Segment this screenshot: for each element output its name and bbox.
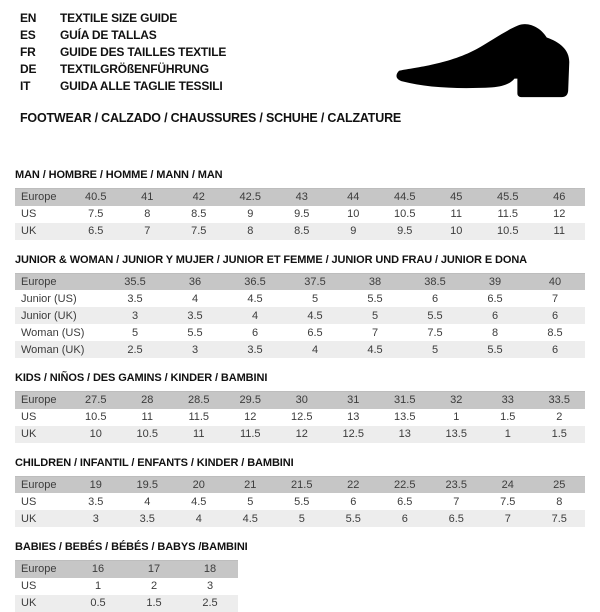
size-cell: 4 — [251, 309, 259, 322]
size-cell: 6.5 — [448, 512, 464, 525]
size-cell: 6.5 — [487, 292, 503, 305]
size-cell: 13 — [347, 411, 360, 423]
size-cell: 27.5 — [85, 394, 107, 407]
size-cell: 12.5 — [291, 411, 313, 423]
size-cell: 33.5 — [548, 394, 570, 407]
size-cell: 12 — [295, 428, 308, 440]
size-cell: 1.5 — [500, 411, 516, 423]
row-label: Europe — [21, 275, 57, 288]
size-cell: 45 — [450, 191, 463, 204]
row-label: Junior (US) — [21, 292, 77, 305]
section-title: JUNIOR & WOMAN / JUNIOR Y MUJER / JUNIOR ET FEMME / JUNIOR UND FRAU / JUNIOR E DONA — [15, 253, 528, 266]
size-cell: 38 — [368, 275, 382, 288]
size-cell: 32 — [450, 394, 463, 407]
section-title: BABIES / BEBÉS / BÉBÉS / BABYS /BAMBINI — [15, 541, 248, 553]
row-label: Junior (UK) — [21, 309, 77, 322]
size-cell: 6.5 — [397, 495, 413, 508]
size-cell: 2 — [150, 580, 158, 592]
size-cell: 5.5 — [294, 495, 310, 508]
size-cell: 7.5 — [88, 208, 104, 220]
size-cell: 9.5 — [294, 208, 310, 220]
size-cell: 1 — [94, 580, 102, 592]
size-cell: 4 — [191, 292, 199, 305]
size-cell: 11.5 — [497, 208, 519, 220]
size-cell: 3.5 — [127, 292, 143, 305]
size-cell: 17 — [147, 563, 161, 576]
size-cell: 1 — [504, 428, 511, 440]
size-cell: 7.5 — [427, 326, 443, 339]
size-cell: 9.5 — [397, 225, 413, 237]
size-cell: 3.5 — [187, 309, 203, 322]
size-cell: 5.5 — [345, 512, 361, 525]
size-cell: 25 — [553, 478, 566, 491]
size-cell: 3.5 — [88, 495, 104, 508]
size-section-babies — [15, 541, 585, 612]
size-cell: 10.5 — [497, 225, 519, 237]
size-section-kids — [15, 372, 585, 443]
row-label: US — [21, 495, 37, 508]
size-tables — [0, 169, 600, 612]
size-cell: 12 — [244, 411, 257, 423]
section-title: CHILDREN / INFANTIL / ENFANTS / KINDER / BAMBINI — [15, 456, 294, 469]
size-cell: 18 — [203, 563, 217, 576]
size-cell: 4.5 — [367, 343, 383, 356]
table-row-uk — [15, 223, 585, 240]
size-cell: 21.5 — [291, 478, 313, 491]
size-cell: 42 — [192, 191, 205, 204]
table-row-junior-uk — [15, 307, 585, 324]
size-cell: 31.5 — [394, 394, 416, 407]
row-label: Woman (UK) — [21, 343, 85, 356]
row-label: Woman (US) — [21, 326, 85, 339]
size-cell: 30 — [295, 394, 308, 407]
size-cell: 7 — [453, 495, 460, 508]
size-cell: 16 — [91, 563, 105, 576]
size-table — [15, 273, 585, 359]
size-cell: 8 — [491, 326, 499, 339]
size-table — [15, 476, 585, 528]
language-code: DE — [20, 62, 37, 76]
size-cell: 28 — [141, 394, 154, 407]
size-cell: 29.5 — [239, 394, 261, 407]
size-cell: 11 — [141, 411, 153, 423]
size-cell: 5 — [131, 326, 139, 339]
section-title: MAN / HOMBRE / HOMME / MANN / MAN — [15, 169, 223, 181]
size-cell: 4 — [144, 495, 151, 508]
size-cell: 5 — [247, 495, 254, 508]
size-cell: 10 — [347, 208, 360, 220]
row-label: UK — [21, 597, 37, 609]
size-cell: 10.5 — [136, 428, 158, 440]
size-cell: 5 — [298, 512, 305, 525]
row-label: Europe — [21, 563, 57, 576]
size-cell: 9 — [247, 208, 254, 220]
size-cell: 44 — [347, 191, 360, 204]
row-label: Europe — [21, 394, 57, 407]
size-cell: 5.5 — [427, 309, 443, 322]
size-cell: 20 — [192, 478, 205, 491]
size-cell: 19.5 — [136, 478, 158, 491]
size-cell: 1.5 — [551, 428, 567, 440]
table-row-uk — [15, 595, 238, 612]
size-cell: 5 — [371, 309, 379, 322]
size-cell: 6 — [431, 292, 439, 305]
size-cell: 13.5 — [394, 411, 416, 423]
row-label: US — [21, 411, 37, 423]
size-cell: 36.5 — [244, 275, 266, 288]
size-cell: 22.5 — [394, 478, 416, 491]
size-cell: 35.5 — [124, 275, 146, 288]
header — [0, 0, 600, 126]
language-code: EN — [20, 11, 37, 25]
size-cell: 3.5 — [139, 512, 155, 525]
row-label: UK — [21, 225, 37, 237]
size-cell: 12 — [553, 208, 566, 220]
size-cell: 4.5 — [247, 292, 263, 305]
table-row-us — [15, 578, 238, 595]
size-cell: 7 — [504, 512, 511, 525]
size-cell: 8.5 — [191, 208, 207, 220]
table-row-woman-us — [15, 324, 585, 341]
size-cell: 6 — [401, 512, 408, 525]
size-cell: 43 — [295, 191, 308, 204]
table-row-us — [15, 206, 585, 223]
table-row-europe — [15, 273, 585, 290]
size-cell: 4 — [311, 343, 319, 356]
size-cell: 8 — [247, 225, 254, 237]
size-cell: 11 — [450, 208, 462, 220]
size-cell: 4.5 — [307, 309, 323, 322]
size-cell: 5 — [431, 343, 439, 356]
size-cell: 3 — [92, 512, 99, 525]
row-label: US — [21, 208, 37, 220]
table-row-europe — [15, 189, 585, 206]
size-cell: 21 — [244, 478, 257, 491]
size-cell: 23.5 — [445, 478, 467, 491]
size-cell: 3 — [131, 309, 139, 322]
size-cell: 5.5 — [187, 326, 203, 339]
size-cell: 6.5 — [88, 225, 104, 237]
size-cell: 10 — [450, 225, 463, 237]
size-cell: 10.5 — [394, 208, 416, 220]
size-cell: 3 — [206, 580, 214, 592]
table-row-us — [15, 493, 585, 510]
size-cell: 45.5 — [497, 191, 519, 204]
size-cell: 33 — [501, 394, 514, 407]
size-cell: 4.5 — [191, 495, 207, 508]
size-cell: 13.5 — [445, 428, 467, 440]
size-cell: 19 — [89, 478, 102, 491]
size-cell: 46 — [553, 191, 566, 204]
size-cell: 11 — [193, 428, 205, 440]
size-cell: 42.5 — [239, 191, 261, 204]
row-label: Europe — [21, 478, 57, 491]
size-cell: 6 — [551, 343, 559, 356]
size-cell: 1.5 — [146, 597, 162, 609]
row-label: UK — [21, 428, 37, 440]
size-cell: 44.5 — [394, 191, 416, 204]
size-cell: 2 — [556, 411, 563, 423]
language-label: GUIDA ALLE TAGLIE TESSILI — [60, 79, 223, 93]
size-cell: 40.5 — [85, 191, 107, 204]
size-cell: 39 — [488, 275, 502, 288]
size-cell: 11.5 — [239, 428, 261, 440]
size-cell: 6 — [551, 309, 559, 322]
size-table — [15, 391, 585, 443]
row-label: UK — [21, 512, 37, 525]
size-cell: 3.5 — [247, 343, 263, 356]
shoe-icon — [392, 16, 588, 104]
language-code: IT — [20, 79, 31, 93]
size-table — [15, 188, 585, 240]
table-row-uk — [15, 510, 585, 527]
language-label: GUÍA DE TALLAS — [60, 28, 157, 42]
size-cell: 10.5 — [85, 411, 107, 423]
size-cell: 12.5 — [342, 428, 364, 440]
size-cell: 22 — [347, 478, 360, 491]
size-cell: 41 — [141, 191, 154, 204]
size-cell: 40 — [548, 275, 562, 288]
size-cell: 11 — [553, 225, 565, 237]
size-cell: 7 — [144, 225, 151, 237]
table-row-europe — [15, 392, 585, 409]
category-line: FOOTWEAR / CALZADO / CHAUSSURES / SCHUHE / CALZATURE — [20, 111, 402, 125]
size-cell: 3 — [191, 343, 199, 356]
row-label: Europe — [21, 191, 57, 204]
size-cell: 8 — [144, 208, 151, 220]
size-cell: 6 — [251, 326, 259, 339]
table-row-junior-us — [15, 290, 585, 307]
size-cell: 36 — [188, 275, 202, 288]
size-cell: 0.5 — [90, 597, 106, 609]
size-cell: 8.5 — [294, 225, 310, 237]
size-cell: 4.5 — [242, 512, 258, 525]
size-section-children — [15, 457, 585, 528]
size-cell: 5.5 — [367, 292, 383, 305]
table-row-woman-uk — [15, 341, 585, 358]
table-row-us — [15, 409, 585, 426]
size-cell: 11.5 — [188, 411, 210, 423]
size-cell: 38.5 — [424, 275, 446, 288]
size-cell: 8.5 — [547, 326, 563, 339]
size-cell: 10 — [89, 428, 102, 440]
size-cell: 13 — [398, 428, 411, 440]
language-label: TEXTILGRÖßENFÜHRUNG — [60, 62, 209, 76]
size-cell: 24 — [501, 478, 514, 491]
size-cell: 8 — [556, 495, 563, 508]
size-cell: 9 — [350, 225, 357, 237]
row-label: US — [21, 580, 37, 592]
language-code: FR — [20, 45, 36, 59]
section-title: KIDS / NIÑOS / DES GAMINS / KINDER / BAMBINI — [15, 372, 268, 384]
size-cell: 7 — [371, 326, 379, 339]
size-cell: 4 — [195, 512, 202, 525]
size-cell: 28.5 — [188, 394, 210, 407]
size-table — [15, 560, 238, 612]
table-row-europe — [15, 561, 238, 578]
language-code: ES — [20, 28, 36, 42]
size-cell: 31 — [347, 394, 360, 407]
size-section-junior-woman — [15, 254, 585, 359]
language-label: TEXTILE SIZE GUIDE — [60, 11, 178, 25]
size-cell: 6 — [350, 495, 357, 508]
table-row-uk — [15, 426, 585, 443]
table-row-europe — [15, 476, 585, 493]
size-cell: 37.5 — [304, 275, 326, 288]
language-label: GUIDE DES TAILLES TEXTILE — [60, 45, 227, 59]
size-cell: 5.5 — [487, 343, 503, 356]
size-cell: 6.5 — [307, 326, 323, 339]
size-cell: 7.5 — [191, 225, 207, 237]
size-cell: 2.5 — [202, 597, 218, 609]
size-cell: 7.5 — [551, 512, 567, 525]
size-cell: 1 — [453, 411, 460, 423]
size-section-man — [15, 169, 585, 240]
size-cell: 5 — [311, 292, 319, 305]
size-cell: 7.5 — [500, 495, 516, 508]
size-cell: 6 — [491, 309, 499, 322]
size-cell: 7 — [551, 292, 559, 305]
size-cell: 2.5 — [127, 343, 143, 356]
